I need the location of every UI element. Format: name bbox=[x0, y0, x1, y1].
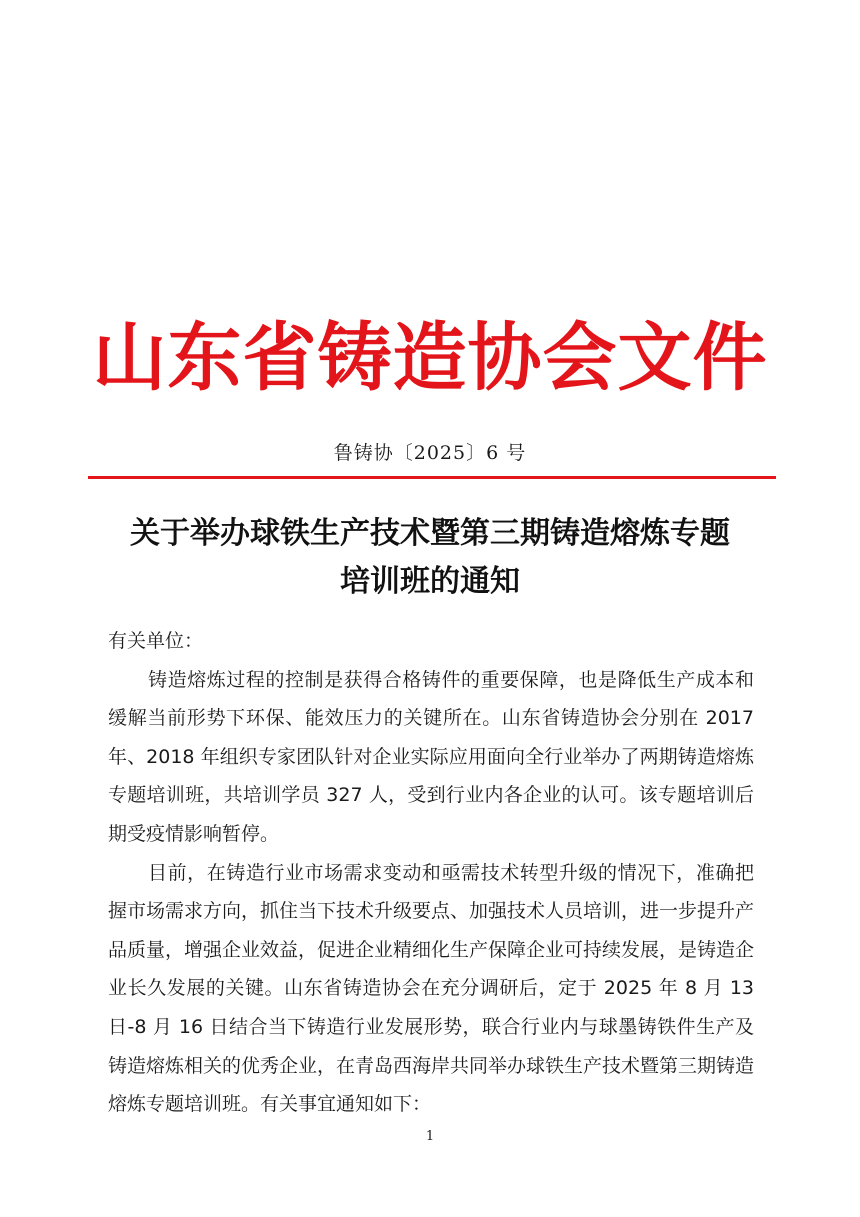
document-masthead: 山东省铸造协会文件 bbox=[92, 315, 768, 401]
salutation: 有关单位： bbox=[108, 630, 204, 652]
notice-body bbox=[108, 622, 754, 1124]
notice-title bbox=[88, 510, 772, 606]
notice-title-line-1: 关于举办球铁生产技术暨第三期铸造熔炼专题 bbox=[130, 516, 730, 551]
red-divider-line bbox=[88, 476, 776, 479]
page-number: 1 bbox=[425, 1129, 435, 1144]
document-number: 鲁铸协〔2025〕6 号 bbox=[333, 442, 527, 464]
body-paragraph-1: 铸造熔炼过程的控制是获得合格铸件的重要保障，也是降低生产成本和缓解当前形势下环保、能效压力的关键所在。山东省铸造协会分别在 2017 年、2018 年组织专家团队针对企业实际应用面向全行业举办了两期铸造熔炼专题培训班，共培训学员 327 人，受到行业内各企业的认可。该专题培训后期受疫情影响暂停。 bbox=[108, 668, 754, 845]
body-paragraph-2: 目前，在铸造行业市场需求变动和亟需技术转型升级的情况下，准确把握市场需求方向，抓住当下技术升级要点、加强技术人员培训，进一步提升产品质量，增强企业效益，促进企业精细化生产保障企业可持续发展，是铸造企业长久发展的关键。山东省铸造协会在充分调研后，定于 2025 年 8 月 13 日-8 月 16 日结合当下铸造行业发展形势，联合行业内与球墨铸铁件生产及铸造熔炼相关的优秀企业，在青岛西海岸共同举办球铁生产技术暨第三期铸造熔炼专题培训班。有关事宜通知如下： bbox=[108, 861, 755, 1116]
notice-title-line-2: 培训班的通知 bbox=[340, 564, 520, 599]
